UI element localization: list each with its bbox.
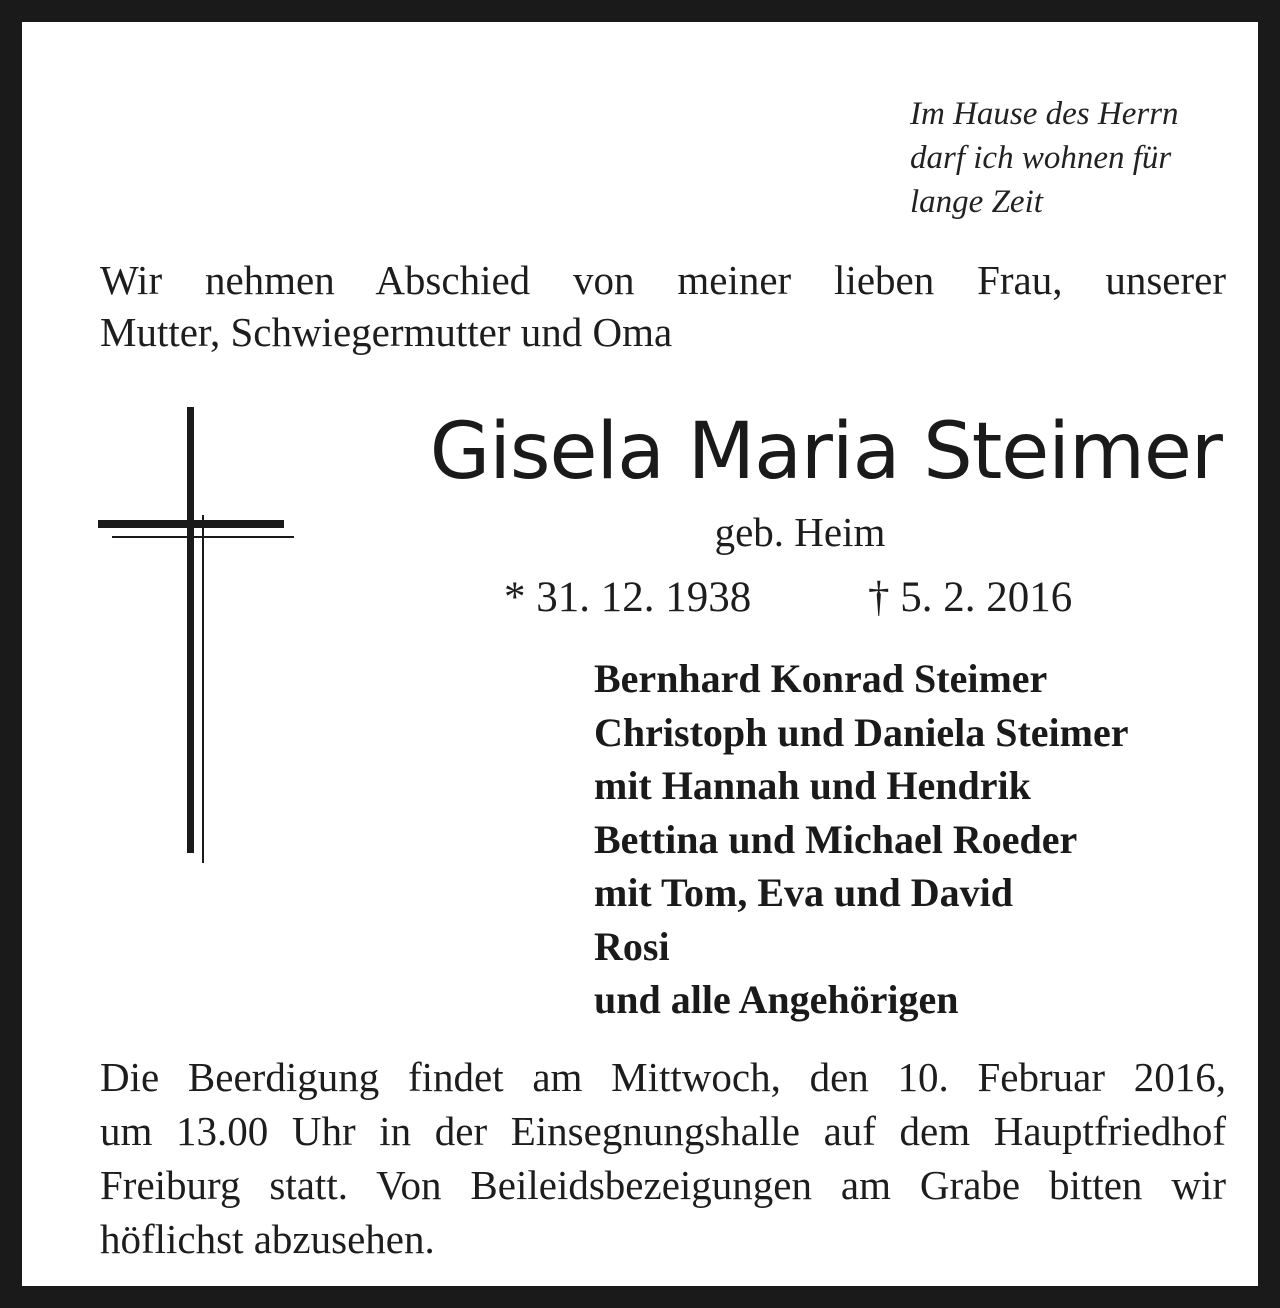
funeral-line-4: höflichst abzusehen.	[100, 1216, 435, 1262]
birth-date: * 31. 12. 1938	[504, 574, 752, 621]
motto-line-3: lange Zeit	[910, 184, 1043, 220]
intro-line-2: Mutter, Schwiegermutter und Oma	[100, 309, 673, 355]
bible-verse-motto	[910, 92, 1270, 224]
intro-line-1: Wir nehmen Abschied von meiner lieben Frau, unserer	[100, 257, 1226, 303]
funeral-line-1: Die Beerdigung findet am Mittwoch, den 10. Februar 2016,	[100, 1054, 1226, 1100]
mourner-line: Rosi	[594, 923, 670, 969]
funeral-line-2: um 13.00 Uhr in der Einsegnungshalle auf dem Hauptfriedhof	[100, 1108, 1226, 1154]
mourner-line: und alle Angehörigen	[594, 977, 959, 1022]
funeral-line-3: Freiburg statt. Von Beileidsbezeigungen am Grabe bitten wir	[100, 1162, 1226, 1208]
motto-line-2: darf ich wohnen für	[910, 140, 1172, 176]
mourner-line: Bettina und Michael Roeder	[594, 816, 1078, 862]
deceased-name: Gisela Maria Steimer	[429, 407, 1222, 497]
mourner-line: Christoph und Daniela Steimer	[594, 709, 1129, 755]
funeral-notice	[100, 1050, 1226, 1266]
mourner-line: mit Tom, Eva und David	[594, 870, 1014, 915]
motto-line-1: Im Hause des Herrn	[910, 96, 1179, 132]
mourner-line: mit Hannah und Hendrik	[594, 763, 1031, 808]
mourner-line: Bernhard Konrad Steimer	[594, 656, 1048, 701]
mourners-list	[594, 652, 1254, 1027]
maiden-name: geb. Heim	[714, 509, 886, 555]
cross-icon	[98, 407, 298, 867]
farewell-intro	[100, 254, 1226, 358]
death-date: † 5. 2. 2016	[868, 574, 1073, 621]
